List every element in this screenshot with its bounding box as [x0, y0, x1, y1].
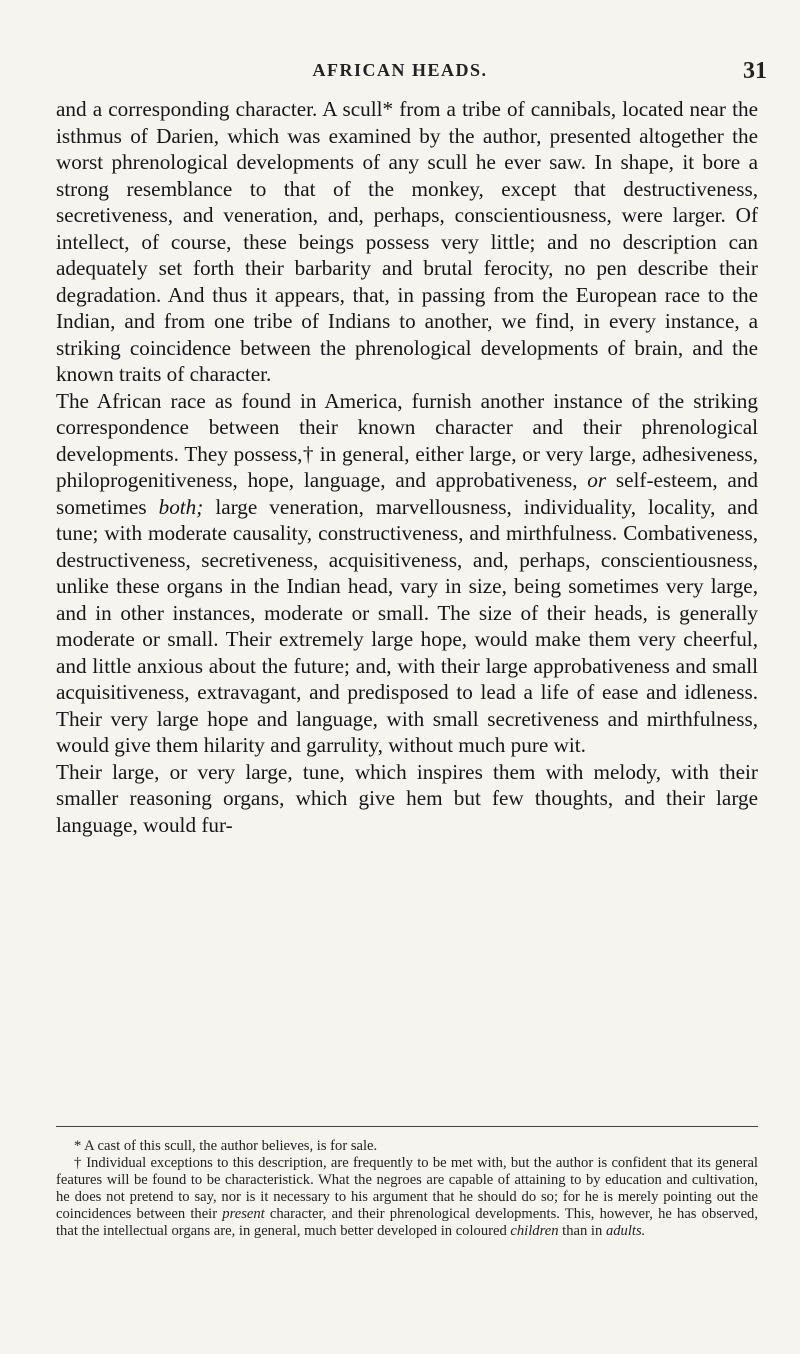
body-text	[56, 96, 758, 838]
paragraph-2	[56, 388, 758, 759]
paragraph-2-text-a: The African race as found in America, furnish another instance of the striking correspondence between their known character and their phrenological developments. They possess,† in general, either large, or very large, adhesiveness, philoprogenitiveness, hope, language, and approbativeness,	[56, 388, 758, 492]
footnote-divider	[56, 1126, 758, 1127]
paragraph-2-text-c: large veneration, marvellousness, individuality, locality, and tune; with moderate causality, constructiveness, and mirthfulness. Combativeness, destructiveness, secretiveness, acquisitiveness, and, perhaps, conscientiousness, unlike these organs in the Indian head, vary in size, being sometimes very large, and in other instances, moderate or small. The size of their heads, is generally moderate or small. Their extremely large hope, would make them very cheerful, and little anxious about the future; and, with their large approbativeness and small acquisitiveness, extravagant, and predisposed to lead a life of ease and idleness. Their very large hope and language, with small secretiveness and mirthfulness, would give them hilarity and garrulity, without much pure wit.	[56, 494, 758, 757]
footnote-2-text-b: character, and their phrenological developments. This, however, he has observed, that the intellectual organs are, in general, much better developed in coloured	[56, 1206, 758, 1239]
italic-present: present	[222, 1206, 265, 1222]
page-number: 31	[743, 58, 767, 84]
running-head	[0, 58, 800, 88]
italic-children: children	[510, 1223, 559, 1239]
footnote-1	[56, 1138, 758, 1155]
italic-both: both;	[158, 494, 204, 519]
italic-adults: adults.	[605, 1223, 646, 1239]
running-title: AFRICAN HEADS.	[312, 60, 488, 80]
paragraph-2-text-b: self-esteem, and sometimes	[56, 468, 758, 519]
paragraph-1-text: and a corresponding character. A scull* from a tribe of cannibals, located near the isthmus of Darien, which was examined by the author, presented altogether the worst phrenological developments of any scull he ever saw. In shape, it bore a strong resemblance to that of the monkey, except that destructiveness, secretiveness, and veneration, and, perhaps, conscientiousness, were larger. Of intellect, of course, these beings possess very little; and no description can adequately set forth their barbarity and brutal ferocity, no pen describe their degradation. And thus it appears, that, in passing from the European race to the Indian, and from one tribe of Indians to another, we find, in every instance, a striking coincidence between the phrenological developments of brain, and the known traits of character.	[56, 97, 758, 386]
footnote-2-text-a: † Individual exceptions to this description, are frequently to be met with, but the author is confident that its general features will be found to be characteristick. What the negroes are capable of attaining to by education and cultivation, he does not pretend to say, nor is it necessary to his argument that he should do so; for he is merely pointing out the coincidences between their	[56, 1155, 758, 1222]
footnote-2	[56, 1155, 758, 1240]
paragraph-3-text: Their large, or very large, tune, which inspires them with melody, with their smaller reasoning organs, which give hem but few thoughts, and their large language, would fur-	[56, 759, 758, 837]
paragraph-1	[56, 96, 758, 388]
footnote-1-text: * A cast of this scull, the author believes, is for sale.	[74, 1138, 378, 1154]
paragraph-3	[56, 759, 758, 839]
footnote-2-text-c: than in	[562, 1223, 603, 1239]
italic-or: or	[587, 468, 607, 492]
footnotes	[56, 1138, 758, 1240]
